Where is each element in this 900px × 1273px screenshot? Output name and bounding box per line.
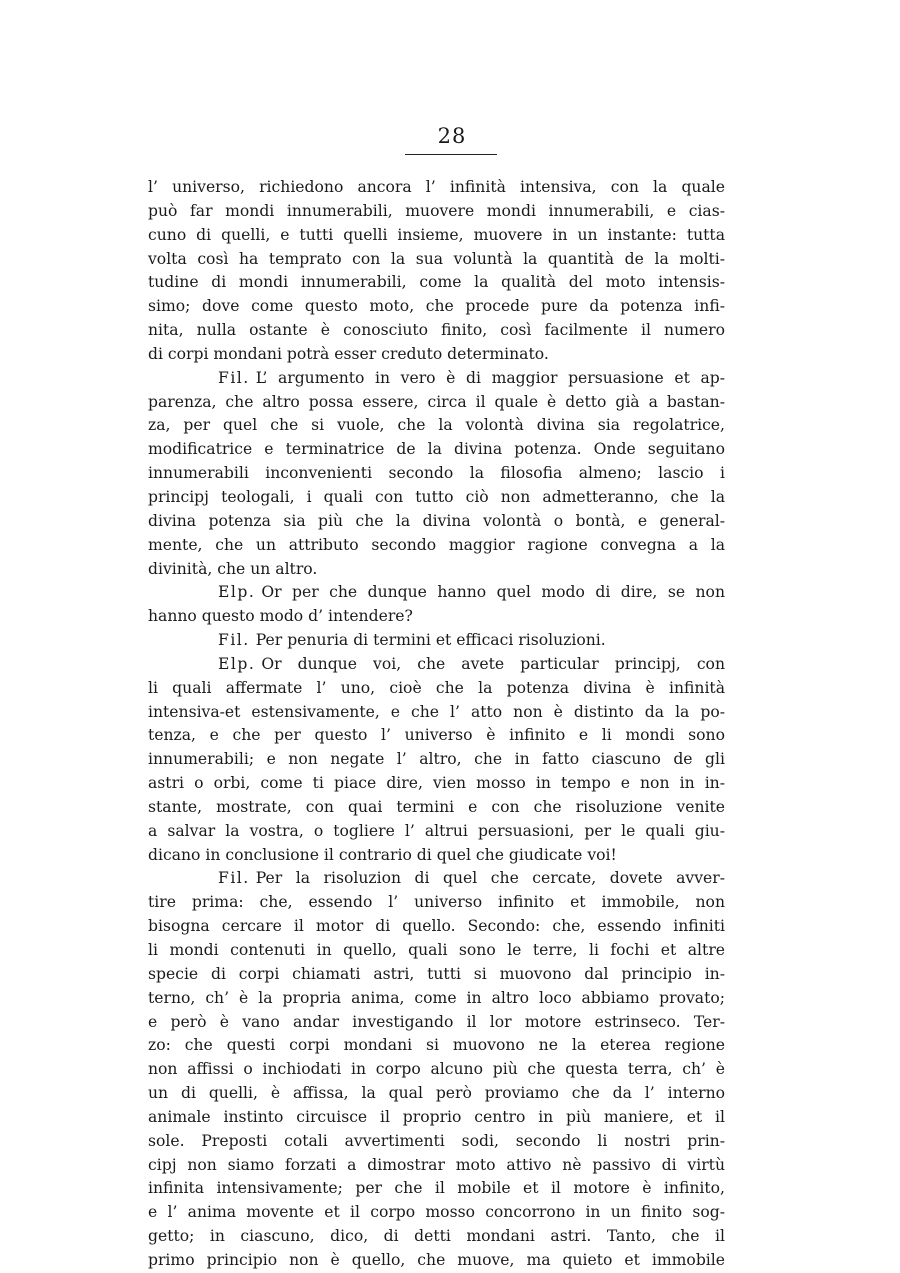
line-text: tenza, e che per questo l’ universo è infinito e li mondi sono [148,726,725,745]
text-line [148,963,725,987]
text-line [148,248,725,272]
line-text: terno, ch’ è la propria anima, come in altro loco abbiamo provato; [148,988,725,1007]
line-text: e però è vano andar investigando il lor motore estrinseco. Ter- [148,1012,725,1031]
text-line [148,605,725,629]
text-line [148,176,725,200]
line-text: divina potenza sia più che la divina volontà o bontà, e general- [148,511,725,530]
text-line [148,677,725,701]
speaker-label: Fil. [218,368,250,387]
line-text: zo: che questi corpi mondani si muovono ne la eterea regione [148,1036,725,1055]
line-text: li quali affermate l’ uno, cioè che la potenza divina è infinità [148,678,725,697]
text-line [148,629,725,653]
text-line [148,414,725,438]
line-text: li mondi contenuti in quello, quali sono le terre, li fochi et altre [148,941,725,959]
line-text: primo principio non è quello, che muove, ma quieto et immobile [148,1250,725,1269]
header-rule [405,154,497,155]
line-text: specie di corpi chiamati astri, tutti si muovono dal principio in- [148,964,725,983]
line-text: sole. Preposti cotali avvertimenti sodi, secondo li nostri prin- [148,1131,725,1150]
line-text: un di quelli, è affissa, la qual però proviamo che da l’ interno [148,1084,725,1103]
text-line [148,295,725,319]
text-line [148,1154,725,1178]
text-line [148,391,725,415]
text-line [148,1106,725,1130]
line-text: cuno di quelli, e tutti quelli insieme, muovere in un instante: tutta [148,225,725,244]
line-text: infinita intensivamente; per che il mobile et il motore è infinito, [148,1179,725,1198]
line-text: getto; in ciascuno, dico, di detti mondani astri. Tanto, che il [148,1227,725,1246]
line-text: mente, che un attributo secondo maggior ragione convegna a la [148,535,725,554]
line-text: e l’ anima movente et il corpo mosso concorrono in un finito sog- [148,1203,725,1222]
speaker-label: Elp. [218,583,256,602]
text-line [148,343,725,367]
line-text: hanno questo modo d’ intendere? [148,607,413,626]
text-line [148,1249,725,1273]
line-text: simo; dove come questo moto, che procede pure da potenza infi- [148,297,725,316]
text-line [148,438,725,462]
text-line [148,844,725,868]
text-line [148,224,725,248]
line-text: dicano in conclusione il contrario di quel che giudicate voi! [148,845,617,864]
line-text: nita, nulla ostante è conosciuto finito, così facilmente il numero [148,321,725,340]
text-line [148,1058,725,1082]
line-text: cipj non siamo forzati a dimostrar moto attivo nè passivo di virtù [148,1155,725,1174]
line-text: tudine di mondi innumerabili, come la qualità del moto intensis- [148,273,725,292]
line-text: Or per che dunque hanno quel modo di dire, se non [261,583,725,602]
text-line [148,581,725,605]
line-text: non affissi o inchiodati in corpo alcuno più che questa terra, ch’ è [148,1060,725,1079]
text-line [148,748,725,772]
text-line [148,772,725,796]
line-text: modificatrice e terminatrice de la divina potenza. Onde seguitano [148,440,725,459]
text-line [148,1201,725,1225]
text-line [148,701,725,725]
line-text: Per la risoluzion di quel che cercate, dovete avver- [255,869,725,888]
text-line [148,915,725,939]
text-line [148,1034,725,1058]
speaker-label: Fil. [218,869,250,888]
line-text: L’ argumento in vero è di maggior persuasione et ap- [255,368,725,387]
text-line [148,271,725,295]
text-line [148,319,725,343]
text-line [148,558,725,582]
page-number: 28 [437,124,467,148]
line-text: za, per quel che si vuole, che la volontà divina sia regolatrice, [148,416,725,435]
line-text: può far mondi innumerabili, muovere mondi innumerabili, e cias- [148,201,725,220]
text-line [148,724,725,748]
line-text: tire prima: che, essendo l’ universo infinito et immobile, non [148,893,725,912]
line-text: volta così ha temprato con la sua voluntà la quantità de la molti- [148,249,725,268]
line-text: stante, mostrate, con quai termini e con che risoluzione venite [148,797,725,816]
body-text [148,176,725,1273]
text-line [148,1082,725,1106]
line-text: animale instinto circuisce il proprio centro in più maniere, et il [148,1107,725,1126]
line-text: di corpi mondani potrà esser creduto determinato. [148,344,549,363]
line-text: Per penuria di termini et efficaci risoluzioni. [255,631,606,650]
text-line [148,820,725,844]
text-line [148,891,725,915]
line-text: divinità, che un altro. [148,559,318,578]
text-line [148,367,725,391]
text-line [148,987,725,1011]
text-line [148,867,725,891]
line-text: intensiva-et estensivamente, e che l’ atto non è distinto da la po- [148,702,725,721]
line-text: principj teologali, i quali con tutto ciò non admetteranno, che la [148,487,725,506]
line-text: innumerabili; e non negate l’ altro, che in fatto ciascuno de gli [148,750,725,769]
line-text: innumerabili inconvenienti secondo la filosofia almeno; lascio i [148,464,725,483]
line-text: astri o orbi, come ti piace dire, vien mosso in tempo e non in in- [148,774,725,793]
text-line [148,486,725,510]
text-line [148,462,725,486]
line-text: Or dunque voi, che avete particular principj, con [261,654,725,673]
text-line [148,510,725,534]
text-line [148,653,725,677]
text-line [148,939,725,963]
text-line [148,1130,725,1154]
speaker-label: Fil. [218,631,250,650]
text-line [148,200,725,224]
text-line [148,796,725,820]
line-text: bisogna cercare il motor di quello. Secondo: che, essendo infiniti [148,917,725,936]
text-line [148,534,725,558]
text-line [148,1225,725,1249]
line-text: a salvar la vostra, o togliere l’ altrui persuasioni, per le quali giu- [148,821,725,840]
line-text: l’ universo, richiedono ancora l’ infinità intensiva, con la quale [148,178,725,196]
speaker-label: Elp. [218,654,256,673]
text-line [148,1177,725,1201]
text-line [148,1011,725,1035]
line-text: parenza, che altro possa essere, circa il quale è detto già a bastan- [148,392,725,411]
